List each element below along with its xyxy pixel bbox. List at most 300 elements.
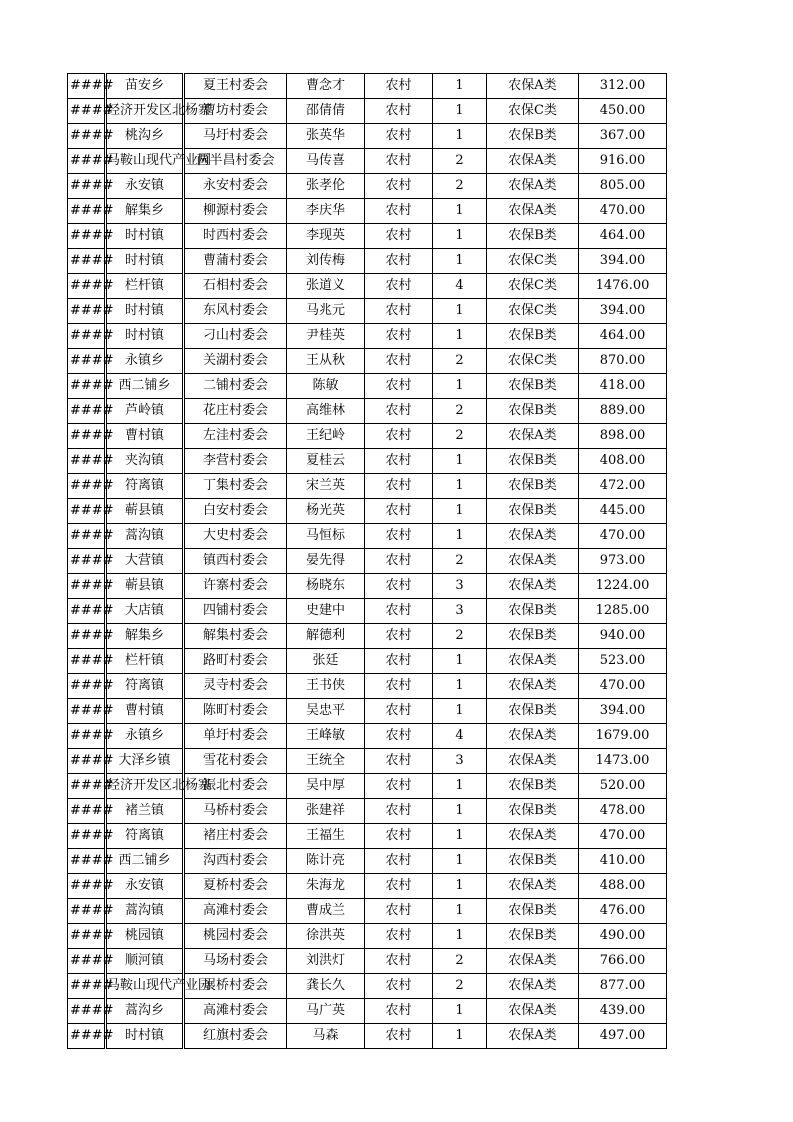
row-id-cell: #### — [68, 324, 106, 349]
amount-cell: 877.00 — [579, 974, 667, 999]
amount-cell: 523.00 — [579, 649, 667, 674]
residence-type-cell: 农村 — [365, 249, 433, 274]
residence-type-cell: 农村 — [365, 699, 433, 724]
residence-type-cell: 农村 — [365, 874, 433, 899]
village-cell: 永安村委会 — [184, 174, 287, 199]
residence-type-cell: 农村 — [365, 974, 433, 999]
person-name-cell: 龚长久 — [287, 974, 365, 999]
row-id-cell: #### — [68, 524, 106, 549]
town-cell: 大店镇 — [106, 599, 184, 624]
amount-cell: 450.00 — [579, 99, 667, 124]
residence-type-cell: 农村 — [365, 1024, 433, 1049]
residence-type-cell: 农村 — [365, 574, 433, 599]
table-row — [68, 174, 667, 199]
table-row — [68, 399, 667, 424]
category-cell: 农保A类 — [487, 424, 579, 449]
village-cell: 陈町村委会 — [184, 699, 287, 724]
household-count-cell: 1 — [433, 924, 487, 949]
village-cell: 时西村委会 — [184, 224, 287, 249]
amount-cell: 1476.00 — [579, 274, 667, 299]
household-count-cell: 2 — [433, 399, 487, 424]
residence-type-cell: 农村 — [365, 174, 433, 199]
category-cell: 农保B类 — [487, 599, 579, 624]
town-cell: 符离镇 — [106, 674, 184, 699]
table-row — [68, 324, 667, 349]
household-count-cell: 2 — [433, 624, 487, 649]
person-name-cell: 王峰敏 — [287, 724, 365, 749]
table-row — [68, 799, 667, 824]
amount-cell: 889.00 — [579, 399, 667, 424]
person-name-cell: 杨晓东 — [287, 574, 365, 599]
row-id-cell: #### — [68, 824, 106, 849]
row-id-cell: #### — [68, 774, 106, 799]
residence-type-cell: 农村 — [365, 149, 433, 174]
amount-cell: 1285.00 — [579, 599, 667, 624]
category-cell: 农保B类 — [487, 449, 579, 474]
village-cell: 马圩村委会 — [184, 124, 287, 149]
amount-cell: 394.00 — [579, 249, 667, 274]
row-id-cell: #### — [68, 924, 106, 949]
town-cell: 时村镇 — [106, 249, 184, 274]
row-id-cell: #### — [68, 99, 106, 124]
residence-type-cell: 农村 — [365, 374, 433, 399]
table-row — [68, 649, 667, 674]
town-cell: 蕲县镇 — [106, 574, 184, 599]
category-cell: 农保B类 — [487, 374, 579, 399]
category-cell: 农保A类 — [487, 1024, 579, 1049]
amount-cell: 464.00 — [579, 324, 667, 349]
residence-type-cell: 农村 — [365, 424, 433, 449]
table-row — [68, 974, 667, 999]
amount-cell: 470.00 — [579, 199, 667, 224]
household-count-cell: 1 — [433, 1024, 487, 1049]
person-name-cell: 晏先得 — [287, 549, 365, 574]
village-cell: 高滩村委会 — [184, 999, 287, 1024]
category-cell: 农保A类 — [487, 749, 579, 774]
household-count-cell: 1 — [433, 449, 487, 474]
category-cell: 农保A类 — [487, 174, 579, 199]
household-count-cell: 1 — [433, 799, 487, 824]
category-cell: 农保A类 — [487, 674, 579, 699]
household-count-cell: 1 — [433, 824, 487, 849]
table-row — [68, 499, 667, 524]
person-name-cell: 邵倩倩 — [287, 99, 365, 124]
household-count-cell: 2 — [433, 549, 487, 574]
row-id-cell: #### — [68, 674, 106, 699]
category-cell: 农保A类 — [487, 649, 579, 674]
table-row — [68, 624, 667, 649]
town-cell: 蕲县镇 — [106, 499, 184, 524]
residence-type-cell: 农村 — [365, 774, 433, 799]
village-cell: 灵寺村委会 — [184, 674, 287, 699]
town-cell: 马鞍山现代产业园 — [106, 974, 184, 999]
table-row — [68, 824, 667, 849]
village-cell: 沟西村委会 — [184, 849, 287, 874]
category-cell: 农保B类 — [487, 474, 579, 499]
town-cell: 时村镇 — [106, 324, 184, 349]
village-cell: 展桥村委会 — [184, 974, 287, 999]
table-row — [68, 274, 667, 299]
amount-cell: 445.00 — [579, 499, 667, 524]
residence-type-cell: 农村 — [365, 899, 433, 924]
category-cell: 农保B类 — [487, 324, 579, 349]
table-row — [68, 149, 667, 174]
person-name-cell: 马恒标 — [287, 524, 365, 549]
table-row — [68, 549, 667, 574]
person-name-cell: 李庆华 — [287, 199, 365, 224]
category-cell: 农保C类 — [487, 249, 579, 274]
residence-type-cell: 农村 — [365, 949, 433, 974]
row-id-cell: #### — [68, 274, 106, 299]
household-count-cell: 1 — [433, 874, 487, 899]
person-name-cell: 马广英 — [287, 999, 365, 1024]
amount-cell: 488.00 — [579, 874, 667, 899]
category-cell: 农保A类 — [487, 949, 579, 974]
category-cell: 农保B类 — [487, 799, 579, 824]
village-cell: 两半昌村委会 — [184, 149, 287, 174]
person-name-cell: 李现英 — [287, 224, 365, 249]
town-cell: 永镇乡 — [106, 724, 184, 749]
household-count-cell: 1 — [433, 324, 487, 349]
person-name-cell: 吴忠平 — [287, 699, 365, 724]
row-id-cell: #### — [68, 599, 106, 624]
village-cell: 刁山村委会 — [184, 324, 287, 349]
category-cell: 农保A类 — [487, 74, 579, 99]
category-cell: 农保B类 — [487, 774, 579, 799]
town-cell: 大营镇 — [106, 549, 184, 574]
row-id-cell: #### — [68, 474, 106, 499]
person-name-cell: 宋兰英 — [287, 474, 365, 499]
amount-cell: 367.00 — [579, 124, 667, 149]
town-cell: 符离镇 — [106, 824, 184, 849]
town-cell: 桃沟乡 — [106, 124, 184, 149]
table-row — [68, 899, 667, 924]
amount-cell: 766.00 — [579, 949, 667, 974]
person-name-cell: 刘洪灯 — [287, 949, 365, 974]
table-row — [68, 424, 667, 449]
residence-type-cell: 农村 — [365, 474, 433, 499]
table-row — [68, 124, 667, 149]
amount-cell: 520.00 — [579, 774, 667, 799]
town-cell: 蒿沟镇 — [106, 524, 184, 549]
person-name-cell: 马传喜 — [287, 149, 365, 174]
amount-cell: 870.00 — [579, 349, 667, 374]
town-cell: 夹沟镇 — [106, 449, 184, 474]
village-cell: 二铺村委会 — [184, 374, 287, 399]
village-cell: 关湖村委会 — [184, 349, 287, 374]
table-row — [68, 74, 667, 99]
category-cell: 农保A类 — [487, 549, 579, 574]
residence-type-cell: 农村 — [365, 274, 433, 299]
amount-cell: 476.00 — [579, 899, 667, 924]
table-row — [68, 1024, 667, 1049]
town-cell: 永安镇 — [106, 174, 184, 199]
village-cell: 镇西村委会 — [184, 549, 287, 574]
category-cell: 农保B类 — [487, 924, 579, 949]
household-count-cell: 1 — [433, 374, 487, 399]
town-cell: 永安镇 — [106, 874, 184, 899]
amount-cell: 470.00 — [579, 524, 667, 549]
category-cell: 农保C类 — [487, 349, 579, 374]
row-id-cell: #### — [68, 799, 106, 824]
category-cell: 农保B类 — [487, 849, 579, 874]
residence-type-cell: 农村 — [365, 499, 433, 524]
town-cell: 蒿沟乡 — [106, 999, 184, 1024]
household-count-cell: 1 — [433, 124, 487, 149]
table-row — [68, 674, 667, 699]
category-cell: 农保C类 — [487, 99, 579, 124]
amount-cell: 1224.00 — [579, 574, 667, 599]
row-id-cell: #### — [68, 224, 106, 249]
category-cell: 农保C类 — [487, 299, 579, 324]
row-id-cell: #### — [68, 849, 106, 874]
village-cell: 左洼村委会 — [184, 424, 287, 449]
person-name-cell: 杨光英 — [287, 499, 365, 524]
row-id-cell: #### — [68, 999, 106, 1024]
person-name-cell: 张廷 — [287, 649, 365, 674]
village-cell: 路町村委会 — [184, 649, 287, 674]
category-cell: 农保B类 — [487, 399, 579, 424]
town-cell: 西二铺乡 — [106, 374, 184, 399]
residence-type-cell: 农村 — [365, 224, 433, 249]
household-count-cell: 1 — [433, 74, 487, 99]
household-count-cell: 1 — [433, 99, 487, 124]
village-cell: 夏桥村委会 — [184, 874, 287, 899]
table-row — [68, 199, 667, 224]
amount-cell: 470.00 — [579, 674, 667, 699]
category-cell: 农保A类 — [487, 149, 579, 174]
table-row — [68, 449, 667, 474]
amount-cell: 973.00 — [579, 549, 667, 574]
amount-cell: 464.00 — [579, 224, 667, 249]
table-row — [68, 924, 667, 949]
row-id-cell: #### — [68, 724, 106, 749]
village-cell: 许寨村委会 — [184, 574, 287, 599]
household-count-cell: 3 — [433, 574, 487, 599]
row-id-cell: #### — [68, 974, 106, 999]
table-row — [68, 224, 667, 249]
town-cell: 曹村镇 — [106, 699, 184, 724]
row-id-cell: #### — [68, 874, 106, 899]
amount-cell: 394.00 — [579, 699, 667, 724]
residence-type-cell: 农村 — [365, 849, 433, 874]
residence-type-cell: 农村 — [365, 199, 433, 224]
residence-type-cell: 农村 — [365, 674, 433, 699]
table-row — [68, 999, 667, 1024]
table-row — [68, 349, 667, 374]
town-cell: 永镇乡 — [106, 349, 184, 374]
residence-type-cell: 农村 — [365, 599, 433, 624]
row-id-cell: #### — [68, 299, 106, 324]
household-count-cell: 2 — [433, 974, 487, 999]
household-count-cell: 1 — [433, 199, 487, 224]
household-count-cell: 4 — [433, 274, 487, 299]
amount-cell: 472.00 — [579, 474, 667, 499]
amount-cell: 439.00 — [579, 999, 667, 1024]
household-count-cell: 3 — [433, 749, 487, 774]
town-cell: 大泽乡镇 — [106, 749, 184, 774]
town-cell: 顺河镇 — [106, 949, 184, 974]
person-name-cell: 张道义 — [287, 274, 365, 299]
row-id-cell: #### — [68, 624, 106, 649]
amount-cell: 1473.00 — [579, 749, 667, 774]
row-id-cell: #### — [68, 349, 106, 374]
village-cell: 曹蒲村委会 — [184, 249, 287, 274]
residence-type-cell: 农村 — [365, 649, 433, 674]
household-count-cell: 1 — [433, 999, 487, 1024]
town-cell: 时村镇 — [106, 224, 184, 249]
residence-type-cell: 农村 — [365, 824, 433, 849]
residence-type-cell: 农村 — [365, 99, 433, 124]
row-id-cell: #### — [68, 549, 106, 574]
residence-type-cell: 农村 — [365, 799, 433, 824]
village-cell: 桃园村委会 — [184, 924, 287, 949]
town-cell: 蒿沟镇 — [106, 899, 184, 924]
table-row — [68, 249, 667, 274]
person-name-cell: 陈计亮 — [287, 849, 365, 874]
household-count-cell: 2 — [433, 349, 487, 374]
person-name-cell: 张孝伦 — [287, 174, 365, 199]
category-cell: 农保A类 — [487, 524, 579, 549]
household-count-cell: 2 — [433, 149, 487, 174]
amount-cell: 490.00 — [579, 924, 667, 949]
table-row — [68, 474, 667, 499]
household-count-cell: 1 — [433, 849, 487, 874]
table-row — [68, 849, 667, 874]
table-row — [68, 949, 667, 974]
village-cell: 白安村委会 — [184, 499, 287, 524]
village-cell: 花庄村委会 — [184, 399, 287, 424]
household-count-cell: 1 — [433, 474, 487, 499]
village-cell: 东风村委会 — [184, 299, 287, 324]
town-cell: 符离镇 — [106, 474, 184, 499]
category-cell: 农保A类 — [487, 974, 579, 999]
row-id-cell: #### — [68, 249, 106, 274]
village-cell: 石相村委会 — [184, 274, 287, 299]
row-id-cell: #### — [68, 649, 106, 674]
table-row — [68, 599, 667, 624]
category-cell: 农保B类 — [487, 624, 579, 649]
household-count-cell: 1 — [433, 774, 487, 799]
row-id-cell: #### — [68, 949, 106, 974]
person-name-cell: 王纪岭 — [287, 424, 365, 449]
table-row — [68, 774, 667, 799]
amount-cell: 418.00 — [579, 374, 667, 399]
residence-type-cell: 农村 — [365, 299, 433, 324]
row-id-cell: #### — [68, 499, 106, 524]
town-cell: 桃园镇 — [106, 924, 184, 949]
residence-type-cell: 农村 — [365, 549, 433, 574]
amount-cell: 410.00 — [579, 849, 667, 874]
row-id-cell: #### — [68, 124, 106, 149]
amount-cell: 805.00 — [579, 174, 667, 199]
town-cell: 解集乡 — [106, 624, 184, 649]
category-cell: 农保A类 — [487, 574, 579, 599]
household-count-cell: 1 — [433, 249, 487, 274]
category-cell: 农保B类 — [487, 224, 579, 249]
person-name-cell: 王福生 — [287, 824, 365, 849]
person-name-cell: 王统全 — [287, 749, 365, 774]
table-row — [68, 299, 667, 324]
household-count-cell: 3 — [433, 599, 487, 624]
village-cell: 单圩村委会 — [184, 724, 287, 749]
person-name-cell: 马森 — [287, 1024, 365, 1049]
category-cell: 农保A类 — [487, 824, 579, 849]
village-cell: 高滩村委会 — [184, 899, 287, 924]
table-row — [68, 724, 667, 749]
person-name-cell: 吴中厚 — [287, 774, 365, 799]
town-cell: 曹村镇 — [106, 424, 184, 449]
household-count-cell: 2 — [433, 174, 487, 199]
category-cell: 农保B类 — [487, 899, 579, 924]
amount-cell: 470.00 — [579, 824, 667, 849]
amount-cell: 898.00 — [579, 424, 667, 449]
person-name-cell: 解德利 — [287, 624, 365, 649]
town-cell: 经济开发区北杨寨 — [106, 774, 184, 799]
amount-cell: 312.00 — [579, 74, 667, 99]
village-cell: 雪花村委会 — [184, 749, 287, 774]
category-cell: 农保B类 — [487, 699, 579, 724]
person-name-cell: 史建中 — [287, 599, 365, 624]
amount-cell: 1679.00 — [579, 724, 667, 749]
village-cell: 夏王村委会 — [184, 74, 287, 99]
person-name-cell: 徐洪英 — [287, 924, 365, 949]
person-name-cell: 曹成兰 — [287, 899, 365, 924]
village-cell: 红旗村委会 — [184, 1024, 287, 1049]
row-id-cell: #### — [68, 699, 106, 724]
person-name-cell: 刘传梅 — [287, 249, 365, 274]
village-cell: 马桥村委会 — [184, 799, 287, 824]
row-id-cell: #### — [68, 424, 106, 449]
town-cell: 时村镇 — [106, 1024, 184, 1049]
amount-cell: 478.00 — [579, 799, 667, 824]
amount-cell: 497.00 — [579, 1024, 667, 1049]
residence-type-cell: 农村 — [365, 74, 433, 99]
household-count-cell: 1 — [433, 299, 487, 324]
village-cell: 李营村委会 — [184, 449, 287, 474]
row-id-cell: #### — [68, 74, 106, 99]
table-row — [68, 699, 667, 724]
household-count-cell: 1 — [433, 649, 487, 674]
category-cell: 农保B类 — [487, 124, 579, 149]
household-count-cell: 1 — [433, 899, 487, 924]
person-name-cell: 尹桂英 — [287, 324, 365, 349]
person-name-cell: 王从秋 — [287, 349, 365, 374]
person-name-cell: 马兆元 — [287, 299, 365, 324]
residence-type-cell: 农村 — [365, 749, 433, 774]
table-row — [68, 524, 667, 549]
household-count-cell: 2 — [433, 424, 487, 449]
town-cell: 经济开发区北杨寨 — [106, 99, 184, 124]
residence-type-cell: 农村 — [365, 624, 433, 649]
row-id-cell: #### — [68, 399, 106, 424]
row-id-cell: #### — [68, 449, 106, 474]
records-table — [67, 73, 667, 1049]
village-cell: 柳源村委会 — [184, 199, 287, 224]
town-cell: 苗安乡 — [106, 74, 184, 99]
amount-cell: 940.00 — [579, 624, 667, 649]
row-id-cell: #### — [68, 149, 106, 174]
category-cell: 农保A类 — [487, 874, 579, 899]
person-name-cell: 高维林 — [287, 399, 365, 424]
row-id-cell: #### — [68, 574, 106, 599]
town-cell: 芦岭镇 — [106, 399, 184, 424]
village-cell: 马场村委会 — [184, 949, 287, 974]
table-row — [68, 574, 667, 599]
village-cell: 振北村委会 — [184, 774, 287, 799]
residence-type-cell: 农村 — [365, 924, 433, 949]
person-name-cell: 朱海龙 — [287, 874, 365, 899]
